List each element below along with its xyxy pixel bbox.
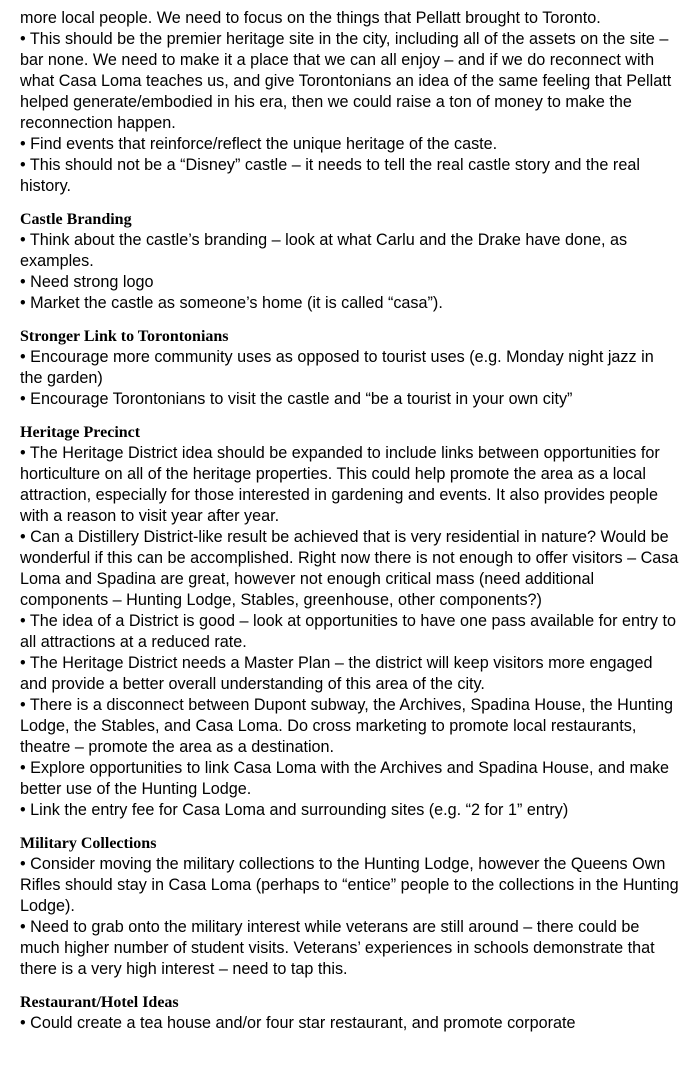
section-heritage-precinct [20, 422, 680, 821]
bullet-item: • Find events that reinforce/reflect the unique heritage of the caste. [20, 135, 498, 153]
bullet-item: • This should not be a “Disney” castle – it needs to tell the real castle story and the real history. [20, 156, 640, 195]
section-stronger-link [20, 326, 680, 410]
bullet-item: • Think about the castle’s branding – look at what Carlu and the Drake have done, as examples. [20, 231, 628, 270]
bullet-item: • There is a disconnect between Dupont subway, the Archives, Spadina House, the Hunting Lodge, the Stables, and Casa Loma. Do cross marketing to promote local restaurants, theatre – promote the area as a destination. [20, 696, 673, 756]
bullet-item: • Encourage more community uses as opposed to tourist uses (e.g. Monday night jazz in the garden) [20, 348, 654, 387]
section-military-collections [20, 833, 680, 980]
bullet-item: • Market the castle as someone’s home (it is called “casa”). [20, 294, 443, 312]
bullet-item: • Encourage Torontonians to visit the castle and “be a tourist in your own city” [20, 390, 573, 408]
bullet-item: • The idea of a District is good – look at opportunities to have one pass available for entry to all attractions at a reduced rate. [20, 612, 676, 651]
bullet-item: • Need to grab onto the military interest while veterans are still around – there could be much higher number of student visits. Veterans’ experiences in schools demonstrate that there is a very high interest – need to tap this. [20, 918, 655, 978]
section-restaurant-hotel [20, 992, 680, 1034]
section-heading: Military Collections [20, 835, 157, 852]
bullet-item: • Can a Distillery District-like result be achieved that is very residential in nature? Would be wonderful if this can be accomplished. Right now there is not enough to offer visitors – Casa Loma and Spadina are great, however not enough critical mass (need additional components – Hunting Lodge, Stables, greenhouse, other components?) [20, 528, 679, 609]
bullet-item: • Link the entry fee for Casa Loma and surrounding sites (e.g. “2 for 1” entry) [20, 801, 569, 819]
intro-block [20, 8, 680, 197]
section-heading: Castle Branding [20, 211, 132, 228]
bullet-item: • Consider moving the military collections to the Hunting Lodge, however the Queens Own Rifles should stay in Casa Loma (perhaps to “entice” people to the collections in the Hunting Lodge). [20, 855, 679, 915]
bullet-item: • Could create a tea house and/or four star restaurant, and promote corporate [20, 1014, 576, 1032]
bullet-item: • The Heritage District needs a Master Plan – the district will keep visitors more engaged and provide a better overall understanding of this area of the city. [20, 654, 653, 693]
section-heading: Heritage Precinct [20, 424, 141, 441]
bullet-item: • The Heritage District idea should be expanded to include links between opportunities for horticulture on all of the heritage properties. This could help promote the area as a local attraction, especially for those interested in gardening and events. It also provides people with a reason to visit year after year. [20, 444, 660, 525]
section-heading: Stronger Link to Torontonians [20, 328, 229, 345]
section-castle-branding [20, 209, 680, 314]
bullet-item: • This should be the premier heritage site in the city, including all of the assets on the site – bar none. We need to make it a place that we can all enjoy – and if we do reconnect with what Casa Loma teaches us, and give Torontonians an idea of the same feeling that Pellatt helped generate/embodied in his era, then we could raise a ton of money to make the reconnection happen. [20, 30, 672, 132]
bullet-item: • Need strong logo [20, 273, 154, 291]
intro-paragraph: more local people. We need to focus on the things that Pellatt brought to Toronto. [20, 9, 601, 27]
bullet-item: • Explore opportunities to link Casa Loma with the Archives and Spadina House, and make better use of the Hunting Lodge. [20, 759, 670, 798]
section-heading: Restaurant/Hotel Ideas [20, 994, 179, 1011]
document-page [20, 8, 680, 1034]
